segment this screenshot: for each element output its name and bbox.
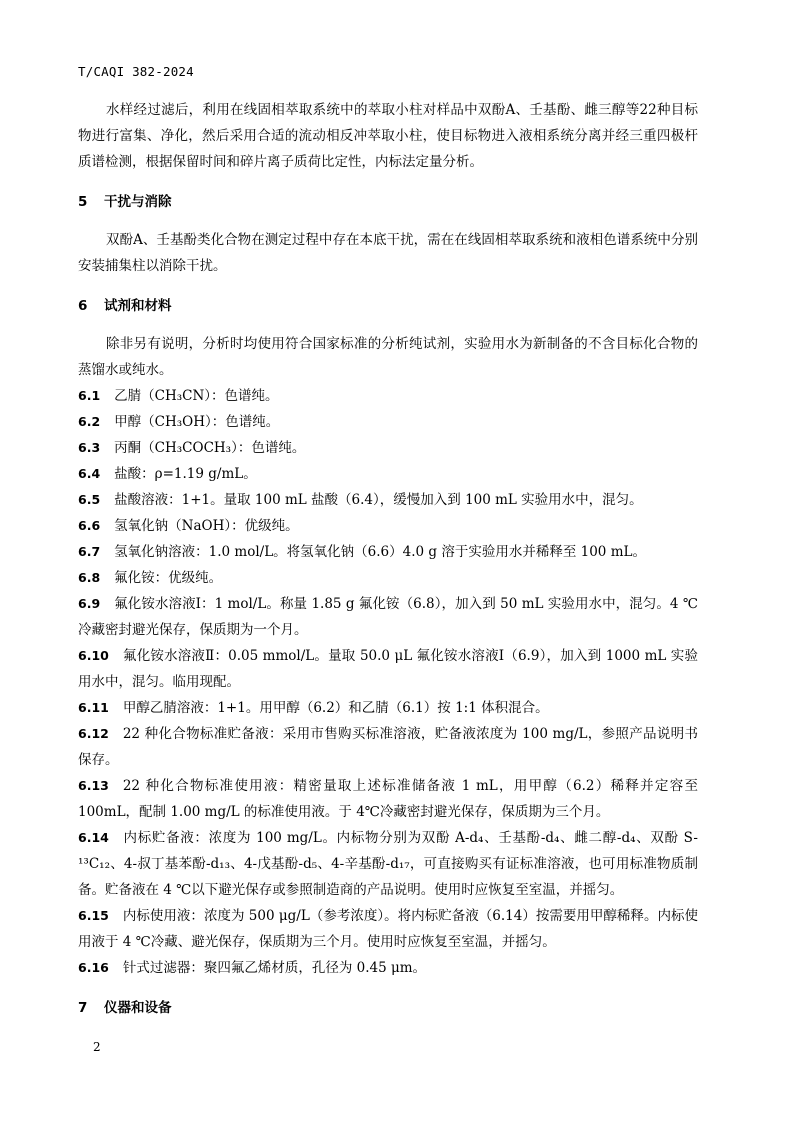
section-7-heading — [78, 995, 698, 1021]
item-text: 氟化铵：优级纯。 — [114, 570, 223, 586]
item-number: 6.10 — [78, 648, 109, 663]
section-5-heading — [78, 189, 698, 215]
list-item — [78, 409, 698, 435]
list-item — [78, 695, 698, 721]
item-number: 6.4 — [78, 466, 101, 481]
page-number: 2 — [93, 1040, 101, 1054]
list-item — [78, 721, 698, 773]
item-number: 6.3 — [78, 440, 101, 455]
item-number: 6.8 — [78, 570, 101, 585]
item-number: 6.12 — [78, 726, 109, 741]
section-5-number: 5 — [78, 194, 88, 210]
list-item — [78, 955, 698, 981]
item-number: 6.2 — [78, 414, 101, 429]
list-item — [78, 487, 698, 513]
section-6-title: 试剂和材料 — [104, 298, 172, 314]
item-number: 6.1 — [78, 388, 101, 403]
item-number: 6.7 — [78, 544, 101, 559]
item-number: 6.13 — [78, 778, 109, 793]
item-text: 甲醇乙腈溶液：1+1。用甲醇（6.2）和乙腈（6.1）按 1:1 体积混合。 — [122, 700, 549, 716]
section-7-number: 7 — [78, 1000, 88, 1016]
item-text: 氟化铵水溶液Ⅰ：1 mol/L。称量 1.85 g 氟化铵（6.8），加入到 50 mL 实验用水中，混匀。4 ℃冷藏密封避光保存，保质期为一个月。 — [78, 596, 698, 638]
item-text: 22 种化合物标准使用液：精密量取上述标准储备液 1 mL，用甲醇（6.2）稀释并定容至 100mL，配制 1.00 mg/L 的标准使用液。于 4℃冷藏密封避光保存，保质期为三个月。 — [78, 778, 698, 820]
list-item — [78, 825, 698, 903]
item-number: 6.6 — [78, 518, 101, 533]
item-number: 6.5 — [78, 492, 101, 507]
standard-code: T/CAQI 382-2024 — [78, 64, 194, 79]
list-item — [78, 513, 698, 539]
item-number: 6.14 — [78, 830, 109, 845]
section-6-number: 6 — [78, 298, 88, 314]
item-text: 氢氧化钠（NaOH）：优级纯。 — [114, 518, 299, 534]
item-number: 6.9 — [78, 596, 101, 611]
item-number: 6.16 — [78, 960, 109, 975]
section-5-paragraph: 双酚A、壬基酚类化合物在测定过程中存在本底干扰，需在在线固相萃取系统和液相色谱系统中分别安装捕集柱以消除干扰。 — [78, 232, 698, 274]
section-6-intro: 除非另有说明，分析时均使用符合国家标准的分析纯试剂，实验用水为新制备的不含目标化合物的蒸馏水或纯水。 — [78, 336, 698, 378]
item-number: 6.15 — [78, 908, 109, 923]
section-5-title: 干扰与消除 — [104, 194, 172, 210]
item-text: 丙酮（CH₃COCH₃）：色谱纯。 — [114, 440, 306, 456]
item-text: 甲醇（CH₃OH）：色谱纯。 — [114, 414, 280, 430]
document-body — [78, 97, 698, 1021]
section-6-heading — [78, 293, 698, 319]
item-text: 氟化铵水溶液Ⅱ：0.05 mmol/L。量取 50.0 μL 氟化铵水溶液Ⅰ（6.9），加入到 1000 mL 实验用水中，混匀。临用现配。 — [78, 648, 698, 690]
item-text: 乙腈（CH₃CN）：色谱纯。 — [114, 388, 279, 404]
item-text: 针式过滤器：聚四氟乙烯材质，孔径为 0.45 μm。 — [122, 960, 427, 976]
list-item — [78, 383, 698, 409]
item-text: 内标使用液：浓度为 500 μg/L（参考浓度）。将内标贮备液（6.14）按需要用甲醇稀释。内标使用液于 4 ℃冷藏、避光保存，保质期为三个月。使用时应恢复至室温，并摇匀。 — [78, 908, 698, 950]
item-number: 6.11 — [78, 700, 109, 715]
list-item — [78, 643, 698, 695]
item-text: 盐酸溶液：1+1。量取 100 mL 盐酸（6.4），缓慢加入到 100 mL 实验用水中，混匀。 — [114, 492, 643, 508]
list-item — [78, 435, 698, 461]
list-item — [78, 539, 698, 565]
list-item — [78, 461, 698, 487]
list-item — [78, 773, 698, 825]
item-text: 氢氧化钠溶液：1.0 mol/L。将氢氧化钠（6.6）4.0 g 溶于实验用水并稀释至 100 mL。 — [114, 544, 646, 560]
item-text: 盐酸：ρ=1.19 g/mL。 — [114, 466, 257, 482]
list-item — [78, 903, 698, 955]
item-text: 内标贮备液：浓度为 100 mg/L。内标物分别为双酚 A-d₄、壬基酚-d₄、雌二醇-d₄、双酚 S-¹³C₁₂、4-叔丁基苯酚-d₁₃、4-戊基酚-d₅、4-辛基酚-d₁₇，可直接购买有证标准溶液，也可用标准物质制备。贮备液在 4 ℃以下避光保存或参照制造商的产品说明。使用时应恢复至室温，并摇匀。 — [78, 830, 698, 898]
method-principle-paragraph: 水样经过滤后，利用在线固相萃取系统中的萃取小柱对样品中双酚A、壬基酚、雌三醇等22种目标物进行富集、净化，然后采用合适的流动相反冲萃取小柱，使目标物进入液相系统分离并经三重四极杆质谱检测，根据保留时间和碎片离子质荷比定性，内标法定量分析。 — [78, 102, 698, 170]
list-item — [78, 591, 698, 643]
section-7-title: 仪器和设备 — [104, 1000, 172, 1016]
item-text: 22 种化合物标准贮备液：采用市售购买标准溶液，贮备液浓度为 100 mg/L，参照产品说明书保存。 — [78, 726, 698, 768]
list-item — [78, 565, 698, 591]
